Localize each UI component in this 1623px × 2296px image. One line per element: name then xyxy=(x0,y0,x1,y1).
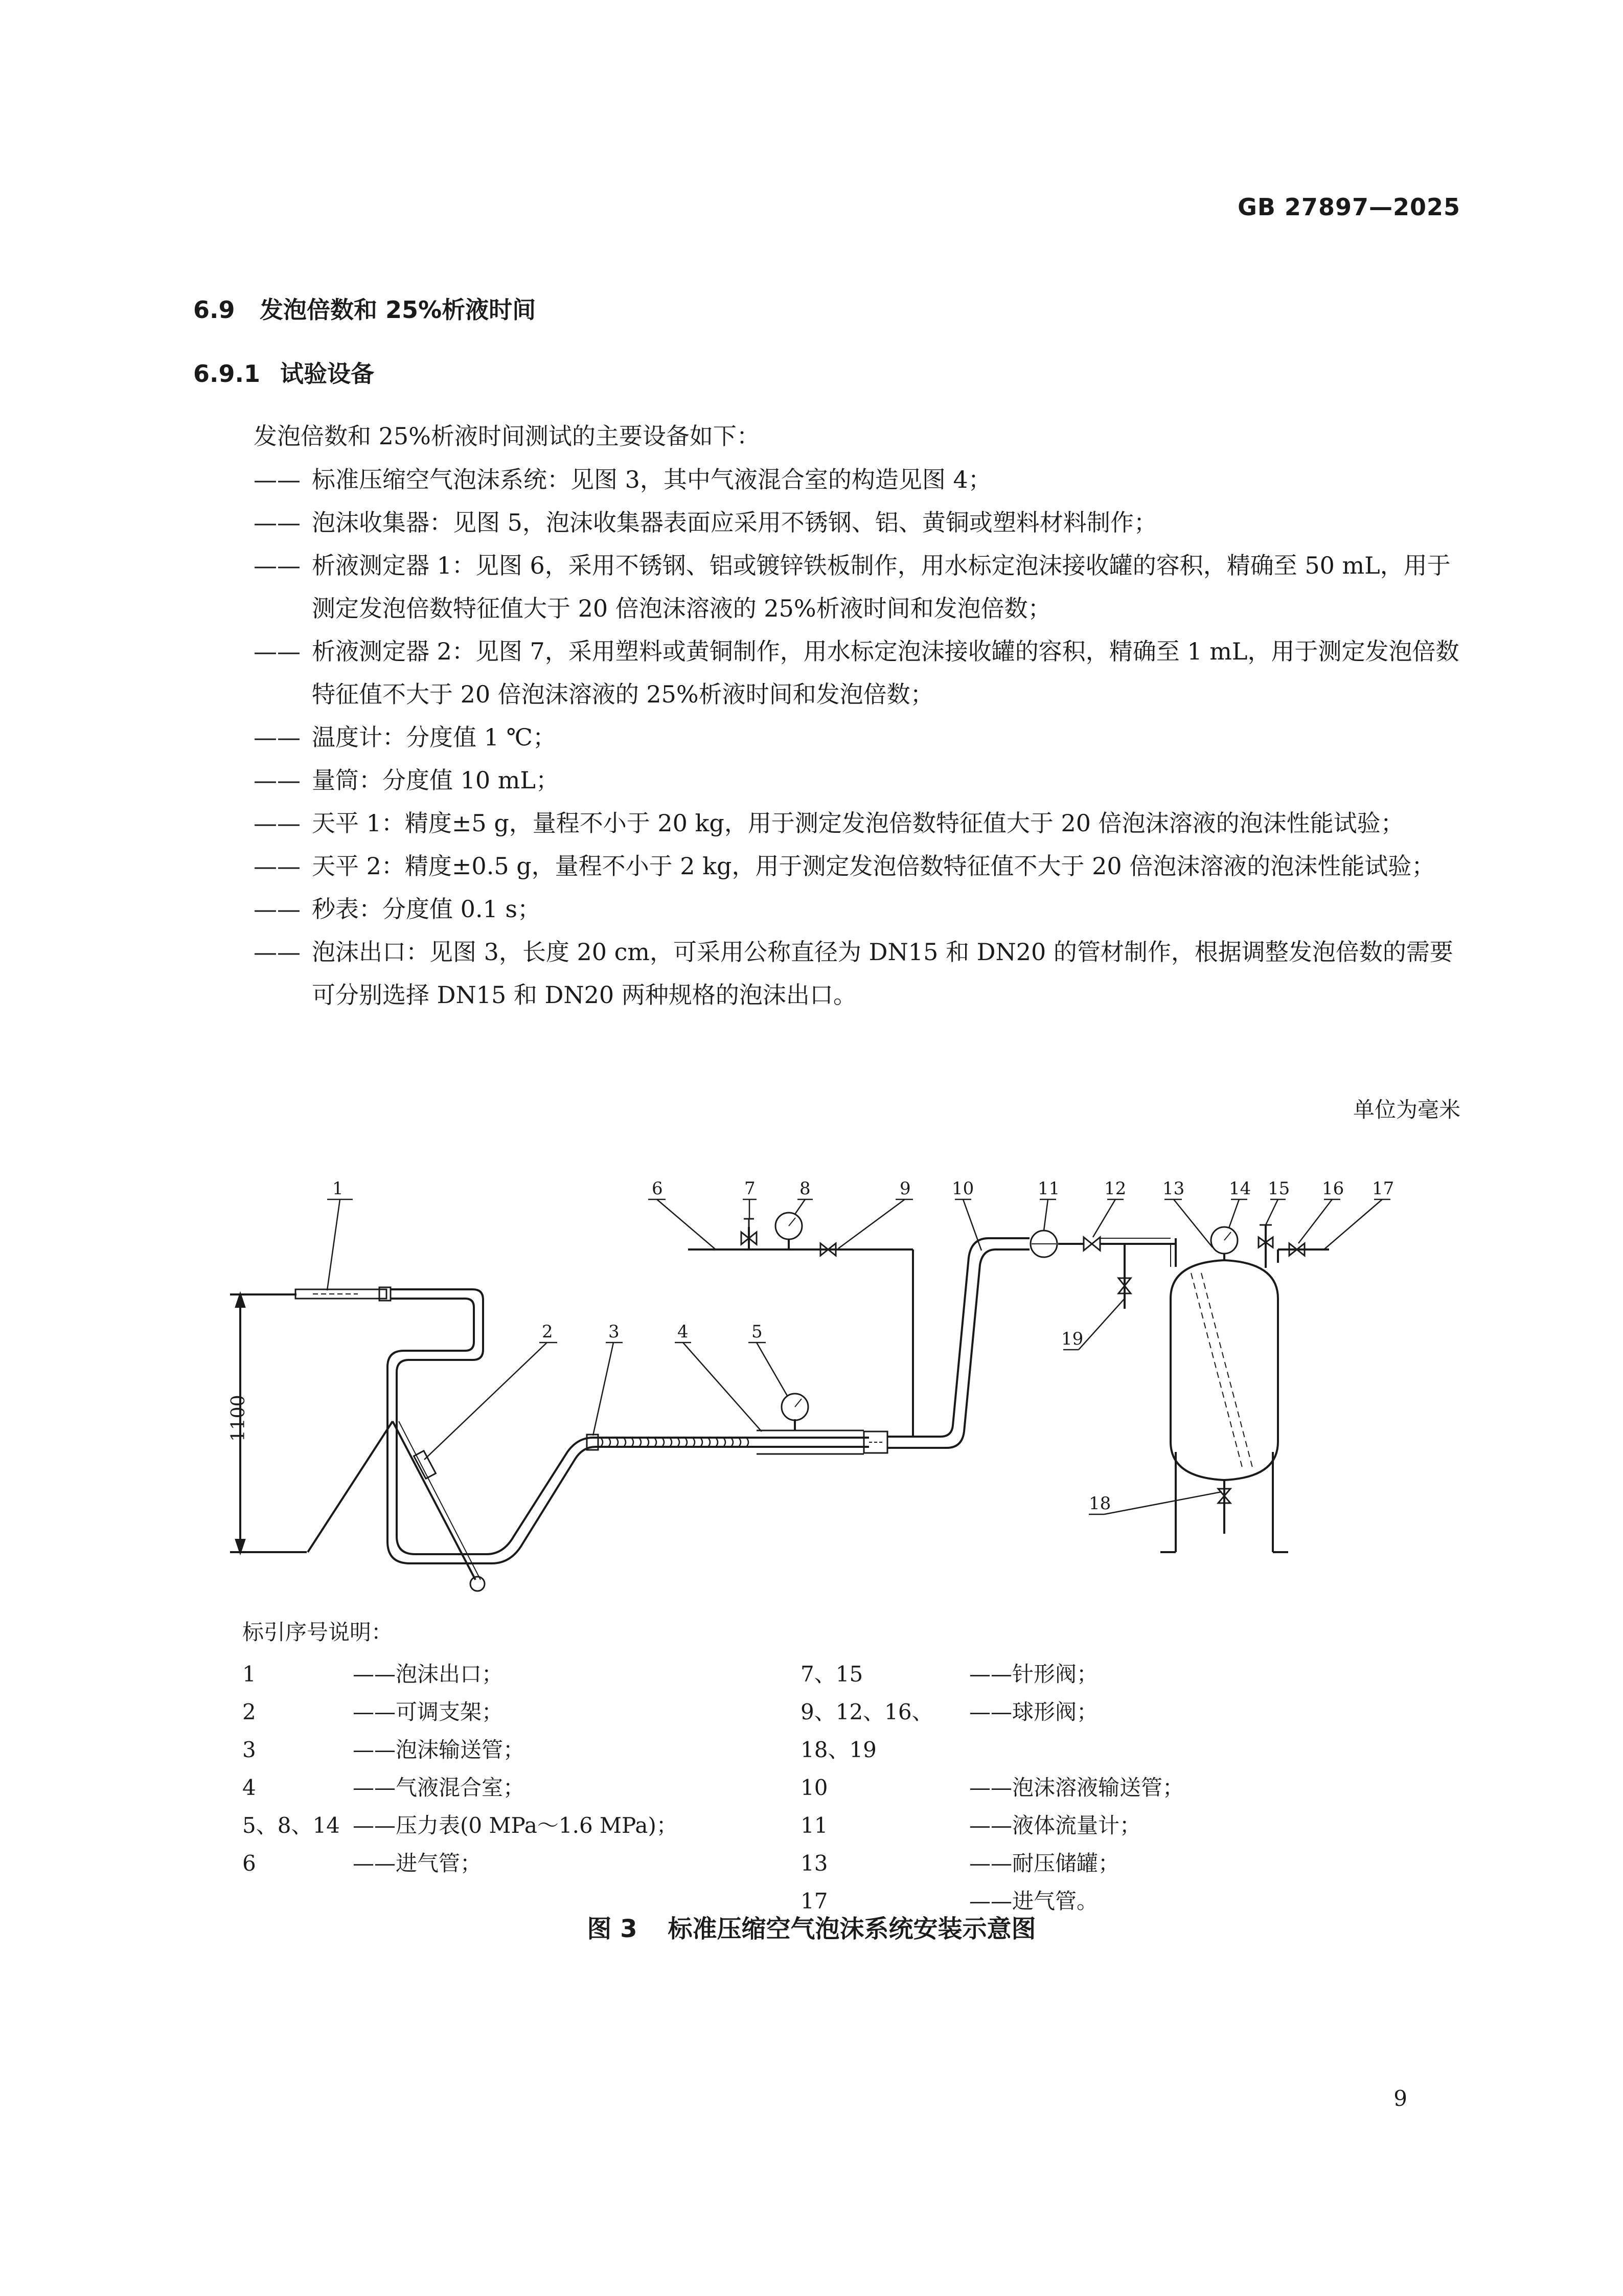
callout-13: 13 xyxy=(1162,1178,1185,1199)
callout-10: 10 xyxy=(952,1178,974,1199)
legend-right-column xyxy=(801,1655,1465,1920)
page-number: 9 xyxy=(1393,2086,1407,2111)
callout-4: 4 xyxy=(677,1322,689,1342)
callout-19: 19 xyxy=(1061,1329,1084,1349)
legend-row: 5、8、14 ——压力表(0 MPa～1.6 MPa)； xyxy=(242,1813,678,1838)
dimension-1100 xyxy=(228,1294,307,1552)
figure-caption xyxy=(0,1909,1623,1944)
dimension-label: 1100 xyxy=(228,1395,249,1442)
list-item: —— 温度计：分度值 1 ℃； xyxy=(254,723,556,751)
section-number: 6.9 xyxy=(193,296,235,324)
equipment-list xyxy=(254,458,1465,1016)
legend-row: 17 ——进气管。 xyxy=(801,1889,1099,1914)
legend-title: 标引序号说明： xyxy=(242,1620,393,1645)
callout-2: 2 xyxy=(542,1322,553,1342)
list-item: —— 析液测定器 2：见图 7，采用塑料或黄铜制作，用水标定泡沫接收罐的容积，精确至 1 mL，用于测定发泡倍数特征值不大于 20 倍泡沫溶液的 25%析液时间和发泡倍数； xyxy=(254,638,1459,708)
list-item: —— 天平 1：精度±5 g，量程不小于 20 kg，用于测定发泡倍数特征值大于 20 倍泡沫溶液的泡沫性能试验； xyxy=(254,809,1404,837)
legend-row: 11 ——液体流量计； xyxy=(801,1813,1141,1838)
section-title: 发泡倍数和 25%析液时间 xyxy=(260,296,536,324)
list-item: —— 泡沫收集器：见图 5，泡沫收集器表面应采用不锈钢、铝、黄铜或塑料材料制作； xyxy=(254,509,1157,536)
callout-6: 6 xyxy=(652,1178,663,1199)
legend-row: 2 ——可调支架； xyxy=(242,1699,504,1724)
unit-note: 单位为毫米 xyxy=(1353,1097,1460,1122)
list-item: —— 量筒：分度值 10 mL； xyxy=(254,766,559,794)
pressure-gauge-5-icon xyxy=(782,1394,808,1420)
callout-14: 14 xyxy=(1229,1178,1251,1199)
section-heading xyxy=(193,291,536,325)
callout-7: 7 xyxy=(744,1178,756,1199)
subsection-number: 6.9.1 xyxy=(193,360,260,388)
pressure-gauge-14-icon xyxy=(1211,1227,1238,1254)
callout-3: 3 xyxy=(608,1322,620,1342)
adjustable-support xyxy=(308,1421,485,1591)
foam-outlet-assembly xyxy=(295,1287,598,1563)
leader-lines xyxy=(327,1199,1390,1514)
figure-title: 标准压缩空气泡沫系统安装示意图 xyxy=(668,1915,1036,1943)
intro-paragraph: 发泡倍数和 25%析液时间测试的主要设备如下： xyxy=(254,422,760,450)
list-item: —— 秒表：分度值 0.1 s； xyxy=(254,895,541,923)
callout-12: 12 xyxy=(1104,1178,1127,1199)
callout-17: 17 xyxy=(1372,1178,1395,1199)
legend-row: 7、15 ——针形阀； xyxy=(801,1662,1099,1687)
callout-18: 18 xyxy=(1089,1493,1111,1514)
callout-numbers xyxy=(332,1178,1394,1514)
legend-row: 4 ——气液混合室； xyxy=(242,1775,525,1800)
callout-1: 1 xyxy=(332,1178,344,1199)
list-item: —— 天平 2：精度±0.5 g，量程不小于 2 kg，用于测定发泡倍数特征值不大于 20 倍泡沫溶液的泡沫性能试验； xyxy=(254,852,1435,880)
callout-15: 15 xyxy=(1268,1178,1290,1199)
figure-number: 图 3 xyxy=(587,1915,637,1943)
solution-delivery-pipe xyxy=(887,1237,1176,1448)
callout-11: 11 xyxy=(1038,1178,1060,1199)
list-item: —— 析液测定器 1：见图 6，采用不锈钢、铝或镀锌铁板制作，用水标定泡沫接收罐的容积，精确至 50 mL，用于测定发泡倍数特征值大于 20 倍泡沫溶液的 25%析液时间和发泡倍数； xyxy=(254,552,1451,622)
subsection-heading xyxy=(193,355,374,389)
mixing-chamber xyxy=(587,1419,887,1454)
standard-code: GB 27897—2025 xyxy=(1238,193,1460,221)
legend-left-column xyxy=(242,1655,805,1882)
legend-row: 9、12、16、18、19 ——球形阀； xyxy=(801,1699,1099,1762)
pressure-gauge-8-icon xyxy=(775,1213,802,1239)
legend-row: 13 ——耐压储罐； xyxy=(801,1851,1120,1876)
legend-row: 3 ——泡沫输送管； xyxy=(242,1737,525,1762)
list-item: —— 泡沫出口：见图 3，长度 20 cm，可采用公称直径为 DN15 和 DN20 的管材制作，根据调整发泡倍数的需要可分别选择 DN15 和 DN20 两种规格的泡沫出口。 xyxy=(254,938,1453,1009)
callout-9: 9 xyxy=(900,1178,911,1199)
callout-8: 8 xyxy=(799,1178,811,1199)
legend-row: 6 ——进气管； xyxy=(242,1851,482,1876)
subsection-title: 试验设备 xyxy=(280,360,374,388)
legend-row: 1 ——泡沫出口； xyxy=(242,1662,504,1687)
callout-16: 16 xyxy=(1322,1178,1344,1199)
callout-5: 5 xyxy=(751,1322,763,1342)
pressure-vessel xyxy=(1160,1225,1329,1552)
air-inlet-pipe xyxy=(688,1219,913,1437)
flowmeter-icon xyxy=(1031,1231,1057,1257)
legend-row: 10 ——泡沫溶液输送管； xyxy=(801,1775,1184,1800)
list-item: —— 标准压缩空气泡沫系统：见图 3，其中气液混合室的构造见图 4； xyxy=(254,466,992,493)
